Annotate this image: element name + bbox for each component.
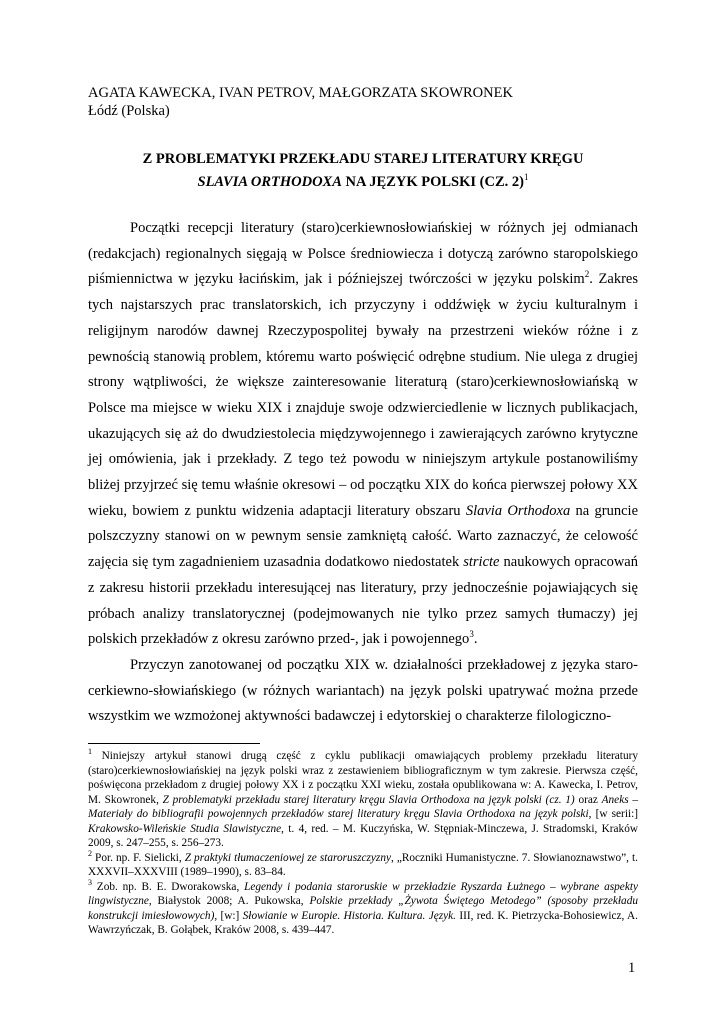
footnote-2-number: 2 [88,848,92,858]
footnote-3-italic-b: Legendy i podania staroruskie w przekładzie Ryszarda Łużnego – wybrane aspekty lingwistyczne [88,880,638,907]
body-text [88,216,638,730]
footnote-1-italic-f: Krakowsko-Wileńskie Studia Slawistyczne [88,822,282,835]
footnote-2-italic-b: Z praktyki tłumaczeniowej ze staroruszczyzny [184,851,391,864]
title-line-2-rest: NA JĘZYK POLSKI (CZ. 2) [341,173,524,190]
footnote-1-text-g: , t. 4, red. – M. Kuczyńska, W. Stępniak-Minczewa, J. Stradomski, Kraków 2009, s. 247–255, s. 256–273. [88,822,639,849]
footnote-1 [88,749,638,851]
footnote-ref-3: 3 [469,629,474,640]
footnote-3-text-e: , [w:] [214,909,243,922]
footnote-2-text-c: , „Roczniki Humanistyczne. 7. Słowianoznawstwo”, t. XXXVII–XXXVIII (1989–1990), s. 83–84. [88,851,638,878]
footnotes [88,749,638,938]
footnote-2 [88,848,638,880]
footnote-3-number: 3 [88,877,92,887]
footnote-1-text-e: , [w serii:] [588,808,638,820]
footnote-2-text-a: Por. np. F. Sielicki, [92,851,185,864]
title-footnote-mark: 1 [523,172,529,182]
footnote-3 [88,877,639,938]
p1-text-g: . [473,631,478,648]
footnote-3-text-c: , Białystok 2008; A. Pukowska, [148,895,310,907]
p1-text-f: naukowych opracowań z zakresu historii przekładu interesującej nas literatury, przy jednocześnie pojawiających się próbach analizy translatorycznej (podejmowanych nie tylko przez samych tłumaczy) jej polskich przekładów z okresu zarówno przed-, jak i powojennego [88,554,638,648]
footnote-3-text-g: III, red. K. Pietrzycka-Bohosiewicz, A. Wawrzyńczak, B. Gołąbek, Kraków 2008, s. 439–447. [88,909,639,936]
page-number: 1 [628,960,636,976]
p1-text-d: na gruncie polszczyzny stanowi on w pewnym sensie zamkniętą całość. Warto zaznaczyć, że celowość zajęcia się tym zagadnieniem uzasadnia dodatkowo niedostatek [88,502,639,571]
footnote-3-italic-f: Słowianie w Europie. Historia. Kultura. Język. [242,909,456,922]
author-block [88,84,513,120]
paragraph-2: Przyczyn zanotowanej od początku XIX w. działalności przekładowej z języka staro-cerkiewno-słowiańskiego (w różnych wariantach) na język polski upatrywać można przede wszystkim we wzmożonej aktywności badawczej i edytorskiej o charakterze filologiczno- [88,656,638,725]
p1-text-b: . Zakres tych najstarszych prac translatorskich, ich przyczyny i oddźwięk w życiu kulturalnym i religijnym narodów dawnej Rzeczypospolitej bywały na przestrzeni wieków różne i z pewnością stanowią problem, któremu warto poświęcić odrębne studium. Nie ulega z drugiej strony wątpliwości, że większe zainteresowanie literaturą (staro)cerkiewnosłowiańską w Polsce ma miejsce w wieku XIX i znajduje swoje odzwierciedlenie w licznych publikacjach, ukazujących się aż do dwudziestolecia międzywojennego i zawierających zarówno krytyczne jej omówienia, jak i przekłady. Z tego też powodu w niniejszym artykule postanowiliśmy bliżej przyjrzeć się temu właśnie okresowi – od początku XIX do końca pierwszej połowy XX wieku, bowiem z punktu widzenia adaptacji literatury obszaru [88,271,638,519]
p1-text-a: Początki recepcji literatury (staro)cerkiewnosłowiańskiej w różnych jej odmianach (redakcjach) regionalnych sięgają w Polsce średniowiecza i dotyczą zarówno staropolskiego piśmiennictwa w języku łacińskim, jak i późniejszej twórczości w języku polskim [88,220,638,288]
article-title [88,150,638,191]
footnote-separator [88,743,260,744]
footnote-3-italic-d: Polskie przekłady „Żywota Świętego Metodego” (sposoby przekładu konstrukcji imiesłowowych) [88,895,638,922]
footnote-1-text-a: Niniejszy artykuł stanowi drugą część z cyklu publikacji omawiających problemy przekładu literatury (staro)cerkiewnosłowiańskiej na język polski wraz z zestawieniem bibliograficznym w tym zakresie. Pierwsza część, poświęcona przekładom z drugiej połowy XX i z początku XXI wieku, została opublikowana w: A. Kawecka, I. Petrov, M. Skowronek, [88,750,638,806]
footnote-ref-2: 2 [584,269,590,280]
footnote-1-italic-d: Aneks – Materiały do bibliografii powojennych przekładów starej literatury kręgu Slavia Orthodoxa na język polski [88,793,638,820]
footnote-1-text-c: oraz [574,793,602,806]
title-line-1: Z PROBLEMATYKI PRZEKŁADU STAREJ LITERATURY KRĘGU [142,151,584,167]
footnote-3-text-a: Zob. np. B. E. Dworakowska, [92,880,245,893]
affiliation-line: Łódź (Polska) [88,103,170,119]
title-italic-term: SLAVIA ORTHODOXA [197,173,342,190]
title-line-2 [88,168,638,191]
paragraph-1 [88,216,638,653]
p1-italic-stricte: stricte [463,554,500,571]
footnote-1-italic-b: Z problematyki przekładu starej literatury kręgu Slavia Orthodoxa na język polski (cz. 1) [162,793,575,806]
footnote-1-number: 1 [88,747,92,757]
authors-line: AGATA KAWECKA, IVAN PETROV, MAŁGORZATA SKOWRONEK [88,85,513,101]
p1-italic-term: Slavia Orthodoxa [465,502,571,519]
